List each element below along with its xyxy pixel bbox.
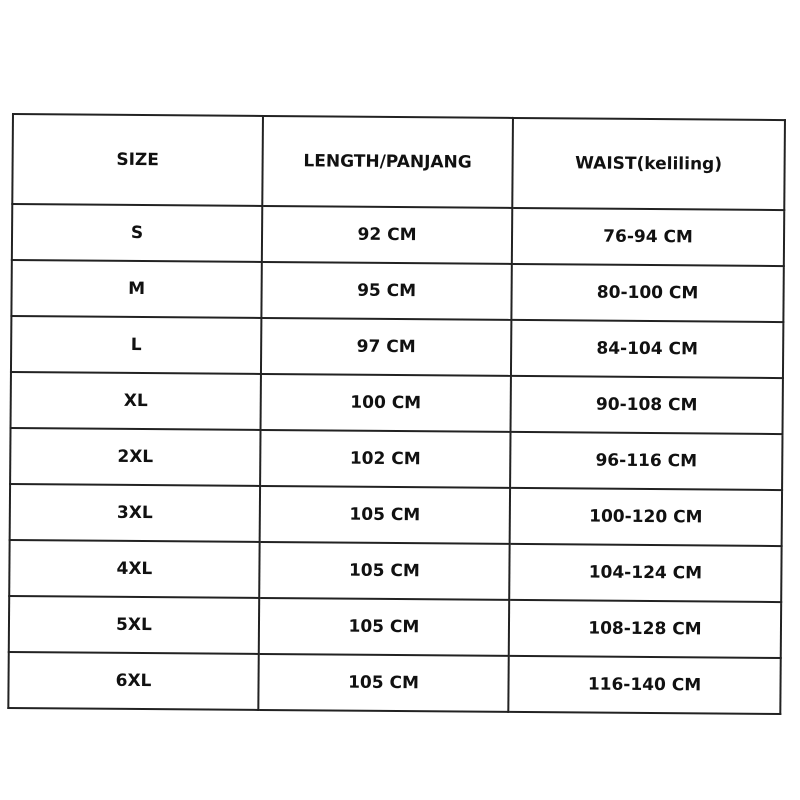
waist-cell: 104-124 CM — [509, 544, 781, 602]
table-row — [11, 316, 783, 378]
header-length: LENGTH/PANJANG — [262, 116, 513, 208]
size-cell: 5XL — [9, 596, 259, 654]
waist-cell: 76-94 CM — [512, 208, 784, 266]
table-row — [9, 596, 781, 658]
length-cell: 105 CM — [259, 598, 509, 656]
table-row — [11, 372, 783, 434]
length-cell: 105 CM — [259, 542, 509, 600]
table-row — [8, 652, 780, 714]
waist-cell: 84-104 CM — [511, 320, 783, 378]
table-row — [11, 260, 783, 322]
length-cell: 100 CM — [261, 374, 511, 432]
table-row — [10, 428, 782, 490]
size-chart — [7, 113, 784, 709]
size-cell: 6XL — [8, 652, 258, 710]
header-waist: WAIST(keliling) — [512, 118, 785, 210]
length-cell: 95 CM — [261, 262, 511, 320]
size-cell: XL — [11, 372, 261, 430]
waist-cell: 100-120 CM — [510, 488, 782, 546]
length-cell: 92 CM — [262, 206, 512, 264]
waist-cell: 80-100 CM — [511, 264, 783, 322]
length-cell: 105 CM — [260, 486, 510, 544]
size-cell: 3XL — [10, 484, 260, 542]
length-cell: 105 CM — [258, 654, 508, 712]
waist-cell: 90-108 CM — [511, 376, 783, 434]
length-cell: 102 CM — [260, 430, 510, 488]
table-row — [10, 484, 782, 546]
size-cell: S — [12, 204, 262, 262]
waist-cell: 108-128 CM — [509, 600, 781, 658]
waist-cell: 116-140 CM — [508, 656, 780, 714]
size-table — [7, 113, 786, 715]
header-row — [12, 114, 785, 210]
length-cell: 97 CM — [261, 318, 511, 376]
header-size: SIZE — [12, 114, 263, 206]
table-row — [9, 540, 781, 602]
waist-cell: 96-116 CM — [510, 432, 782, 490]
size-cell: 4XL — [9, 540, 259, 598]
size-cell: M — [11, 260, 261, 318]
table-row — [12, 204, 784, 266]
size-cell: L — [11, 316, 261, 374]
size-cell: 2XL — [10, 428, 260, 486]
